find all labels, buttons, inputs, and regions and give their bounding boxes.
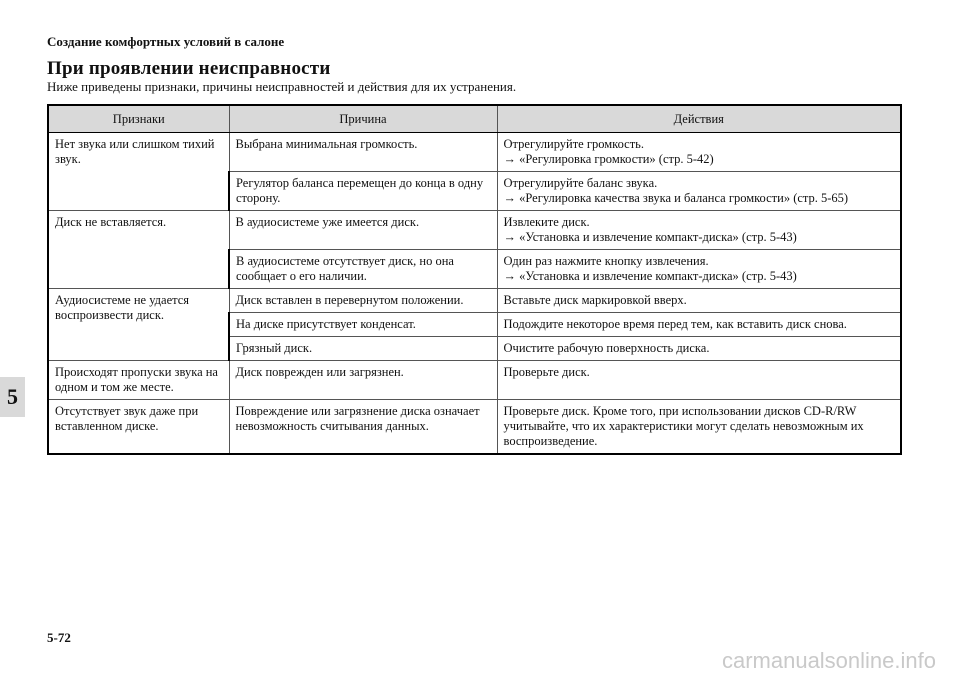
cause-cell: На диске присутствует конденсат. (229, 313, 497, 337)
action-cell (497, 211, 901, 250)
page-subtitle: Ниже приведены признаки, причины неисправностей и действия для их устранения. (47, 79, 517, 94)
page-reference: → «Регулировка громкости» (стр. 5-42) (503, 152, 714, 166)
page-reference: → «Регулировка качества звука и баланса громкости» (стр. 5-65) (503, 191, 849, 205)
action-cell: Проверьте диск. Кроме того, при использовании дисков CD-R/RW учитывайте, что их характеристики могут сделать невозможным их воспроизведение. (497, 400, 901, 455)
chapter-tab: 5 (0, 377, 25, 417)
table-row (48, 211, 901, 250)
cause-cell: Диск вставлен в перевернутом положении. (229, 289, 497, 313)
table-row (48, 289, 901, 313)
symptom-cell: Отсутствует звук даже при вставленном диске. (48, 400, 229, 455)
column-header-cause: Причина (229, 105, 497, 133)
symptom-cell: Нет звука или слишком тихий звук. (48, 133, 229, 211)
action-cell (497, 133, 901, 172)
cause-cell: Повреждение или загрязнение диска означает невозможность считывания данных. (229, 400, 497, 455)
cause-cell: Грязный диск. (229, 337, 497, 361)
cause-cell: В аудиосистеме отсутствует диск, но она сообщает о его наличии. (229, 250, 497, 289)
action-text: Отрегулируйте громкость. (503, 137, 644, 151)
cause-cell: Диск поврежден или загрязнен. (229, 361, 497, 400)
page-number: 5-72 (47, 630, 71, 645)
action-text: Один раз нажмите кнопку извлечения. (503, 254, 709, 268)
column-header-actions: Действия (497, 105, 901, 133)
symptom-cell: Аудиосистеме не удается воспроизвести диск. (48, 289, 229, 361)
table-row (48, 400, 901, 455)
cause-cell: Выбрана минимальная громкость. (229, 133, 497, 172)
symptom-cell: Происходят пропуски звука на одном и том же месте. (48, 361, 229, 400)
table-row (48, 133, 901, 172)
action-text: Извлеките диск. (503, 215, 590, 229)
action-cell: Проверьте диск. (497, 361, 901, 400)
page-reference: → «Установка и извлечение компакт-диска» (стр. 5-43) (503, 230, 797, 244)
watermark: carmanualsonline.info (721, 648, 936, 673)
column-header-symptoms: Признаки (48, 105, 229, 133)
troubleshooting-table-wrap (47, 104, 900, 455)
action-cell: Вставьте диск маркировкой вверх. (497, 289, 901, 313)
action-cell (497, 250, 901, 289)
troubleshooting-table (47, 104, 902, 455)
page-title: При проявлении неисправности (47, 58, 331, 79)
cause-cell: В аудиосистеме уже имеется диск. (229, 211, 497, 250)
page-reference: → «Установка и извлечение компакт-диска» (стр. 5-43) (503, 269, 797, 283)
action-text: Отрегулируйте баланс звука. (503, 176, 658, 190)
cause-cell: Регулятор баланса перемещен до конца в одну сторону. (229, 172, 497, 211)
table-header-row (48, 105, 901, 133)
action-cell: Подождите некоторое время перед тем, как вставить диск снова. (497, 313, 901, 337)
action-cell: Очистите рабочую поверхность диска. (497, 337, 901, 361)
symptom-cell: Диск не вставляется. (48, 211, 229, 289)
table-row (48, 361, 901, 400)
action-cell (497, 172, 901, 211)
running-header: Создание комфортных условий в салоне (47, 34, 285, 49)
